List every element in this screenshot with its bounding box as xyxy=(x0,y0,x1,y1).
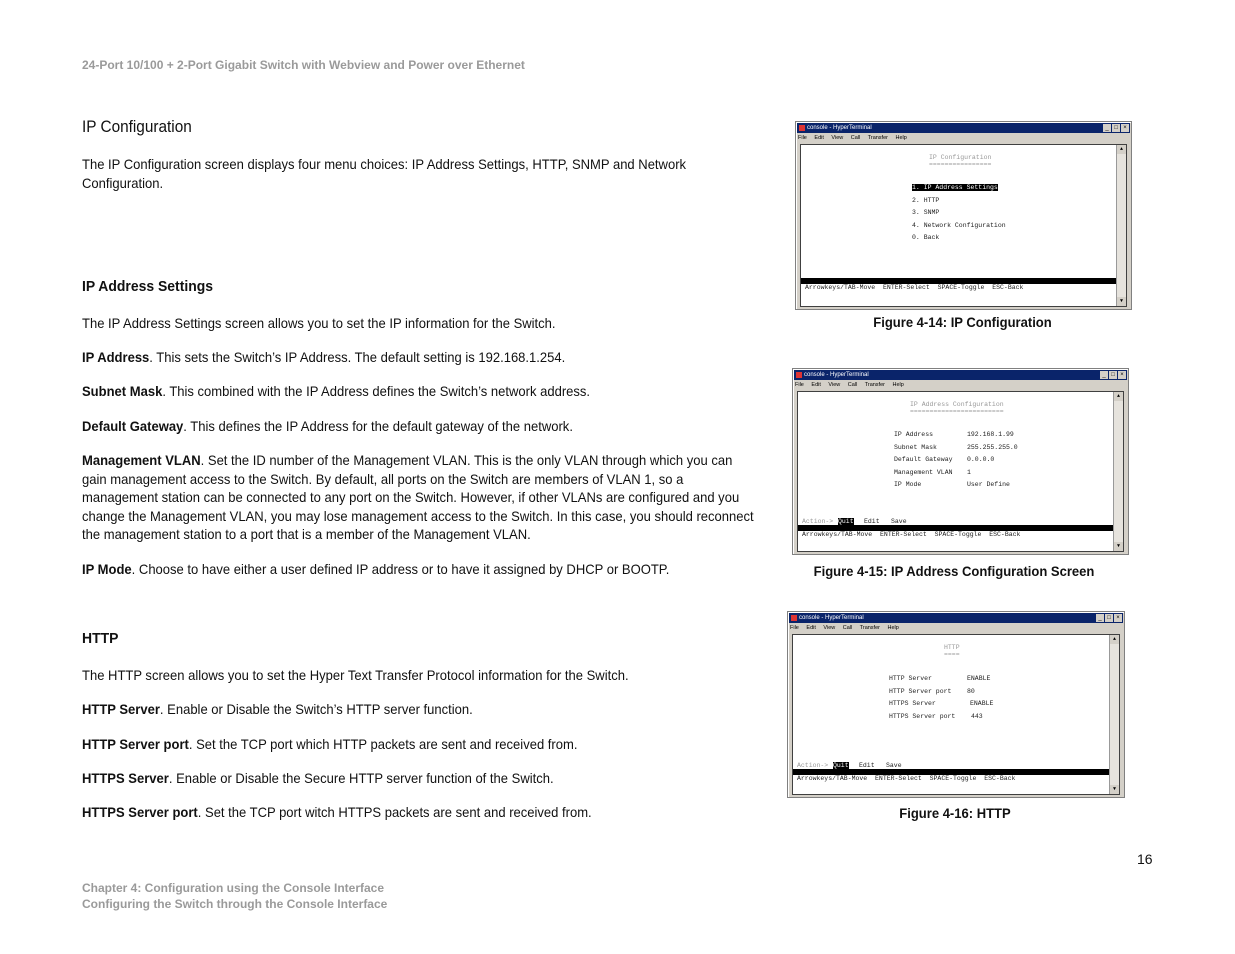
description: . Choose to have either a user defined IP address or to have it assigned by DHCP or BOOTP. xyxy=(131,561,670,577)
menu-item-back[interactable]: 0. Back xyxy=(912,234,940,241)
menu-file[interactable]: File xyxy=(798,135,807,141)
running-header: 24-Port 10/100 + 2-Port Gigabit Switch with Webview and Power over Ethernet xyxy=(82,58,525,72)
http-intro: The HTTP screen allows you to set the Hyper Text Transfer Protocol information for the Switch. xyxy=(82,667,629,683)
close-button[interactable]: × xyxy=(1121,124,1129,132)
terminal-screen xyxy=(792,634,1120,795)
field-value-https-server[interactable]: ENABLE xyxy=(970,700,994,707)
description: . This sets the Switch’s IP Address. The default setting is 192.168.1.254. xyxy=(149,349,566,365)
term: Management VLAN xyxy=(82,452,201,468)
maximize-button[interactable]: □ xyxy=(1105,614,1113,622)
window-title: console - HyperTerminal xyxy=(799,615,864,621)
figure-caption-4-16: Figure 4-16: HTTP xyxy=(899,805,1011,821)
field-label-http-server: HTTP Server xyxy=(889,675,932,682)
menu-edit[interactable]: Edit xyxy=(806,625,816,631)
field-value-https-server-port[interactable]: 443 xyxy=(971,713,983,720)
section-heading-ip-configuration: IP Configuration xyxy=(82,118,192,136)
action-edit[interactable]: Edit xyxy=(859,762,875,769)
screen-title-underline: ==== xyxy=(944,651,960,658)
status-line: Arrowkeys/TAB-Move ENTER-Select SPACE-Toggle ESC-Back xyxy=(802,531,1021,538)
action-quit[interactable]: Quit xyxy=(833,762,849,769)
description: . This defines the IP Address for the default gateway of the network. xyxy=(183,418,573,434)
footer-section: Configuring the Switch through the Console Interface xyxy=(82,897,388,911)
hyperterminal-icon xyxy=(791,615,797,621)
definition-ip-mode xyxy=(82,560,752,579)
window-titlebar xyxy=(789,613,1123,623)
screen-title: IP Address Configuration xyxy=(910,401,1004,408)
hyperterminal-icon xyxy=(796,372,802,378)
definition-https-server xyxy=(82,769,752,788)
minimize-button[interactable]: _ xyxy=(1103,124,1111,132)
figure-4-14-window xyxy=(795,121,1132,310)
vertical-scrollbar[interactable] xyxy=(1113,392,1123,551)
menu-view[interactable]: View xyxy=(831,135,844,141)
status-line: Arrowkeys/TAB-Move ENTER-Select SPACE-Toggle ESC-Back xyxy=(805,284,1024,291)
description: . Enable or Disable the Secure HTTP server function of the Switch. xyxy=(168,770,554,786)
window-title: console - HyperTerminal xyxy=(807,125,872,131)
field-value-ip-mode[interactable]: User Define xyxy=(967,481,1010,488)
screen-title-underline: ======================== xyxy=(910,408,1004,415)
menu-call[interactable]: Call xyxy=(847,382,858,388)
definition-ip-address xyxy=(82,348,752,367)
menu-bar xyxy=(790,624,905,633)
minimize-button[interactable]: _ xyxy=(1096,614,1104,622)
field-label-ip-address: IP Address xyxy=(894,431,934,438)
field-label-https-server-port: HTTPS Server port xyxy=(889,713,956,720)
menu-item-snmp[interactable]: 3. SNMP xyxy=(912,209,940,216)
maximize-button[interactable]: □ xyxy=(1112,124,1120,132)
field-value-management-vlan[interactable]: 1 xyxy=(967,469,971,476)
definition-http-server-port xyxy=(82,735,752,754)
menu-bar xyxy=(795,381,910,390)
minimize-button[interactable]: _ xyxy=(1100,371,1108,379)
field-value-http-server-port[interactable]: 80 xyxy=(967,688,975,695)
field-label-management-vlan: Management VLAN xyxy=(894,469,953,476)
figure-4-15-window xyxy=(792,368,1129,555)
menu-help[interactable]: Help xyxy=(895,135,907,141)
term: Subnet Mask xyxy=(82,383,163,399)
menu-call[interactable]: Call xyxy=(842,625,853,631)
scroll-up-icon[interactable]: ▲ xyxy=(1114,392,1123,401)
action-label: Action-> xyxy=(797,762,829,769)
menu-help[interactable]: Help xyxy=(887,625,899,631)
field-value-default-gateway[interactable]: 0.0.0.0 xyxy=(967,456,995,463)
definition-subnet-mask xyxy=(82,382,752,401)
menu-edit[interactable]: Edit xyxy=(811,382,821,388)
menu-item-ip-address-settings[interactable]: 1. IP Address Settings xyxy=(912,184,998,191)
figure-caption-4-15: Figure 4-15: IP Address Configuration Screen xyxy=(813,563,1095,579)
field-label-ip-mode: IP Mode xyxy=(894,481,922,488)
page-number: 16 xyxy=(1137,851,1153,867)
action-label: Action-> xyxy=(802,518,834,525)
vertical-scrollbar[interactable] xyxy=(1116,145,1126,306)
field-label-https-server: HTTPS Server xyxy=(889,700,936,707)
field-value-subnet-mask[interactable]: 255.255.255.0 xyxy=(967,444,1018,451)
menu-file[interactable]: File xyxy=(790,625,799,631)
term: IP Mode xyxy=(82,561,132,577)
status-line: Arrowkeys/TAB-Move ENTER-Select SPACE-Toggle ESC-Back xyxy=(797,775,1016,782)
scroll-down-icon[interactable]: ▼ xyxy=(1110,785,1119,794)
window-titlebar xyxy=(794,370,1127,380)
terminal-screen xyxy=(800,144,1127,307)
screen-title: HTTP xyxy=(944,644,960,651)
close-button[interactable]: × xyxy=(1114,614,1122,622)
menu-view[interactable]: View xyxy=(828,382,841,388)
term: IP Address xyxy=(82,349,150,365)
maximize-button[interactable]: □ xyxy=(1109,371,1117,379)
definition-default-gateway xyxy=(82,417,752,436)
menu-view[interactable]: View xyxy=(823,625,836,631)
term: HTTPS Server xyxy=(82,770,169,786)
section-heading-ip-address-settings: IP Address Settings xyxy=(82,278,214,295)
description: . Set the ID number of the Management VLAN. This is the only VLAN through which you can gain management access to the Switch. By default, all ports on the Switch are members of VLAN 1, so a management station can be connected to any port on the Switch. However, if other VLANs are configured and you change the Management VLAN, you may lose management access to the Switch. In this case, you should reconnect the management station to a port that is a member of the Management VLAN. xyxy=(82,452,754,542)
terminal-screen xyxy=(797,391,1124,552)
definition-https-server-port xyxy=(82,803,752,822)
scroll-down-icon[interactable]: ▼ xyxy=(1117,297,1126,306)
scroll-up-icon[interactable]: ▲ xyxy=(1117,145,1126,154)
description: . Set the TCP port which HTTP packets are sent and received from. xyxy=(188,736,578,752)
window-titlebar xyxy=(797,123,1130,133)
description: . Set the TCP port witch HTTPS packets are sent and received from. xyxy=(197,804,592,820)
menu-file[interactable]: File xyxy=(795,382,804,388)
menu-edit[interactable]: Edit xyxy=(814,135,824,141)
action-edit[interactable]: Edit xyxy=(864,518,880,525)
section-heading-http: HTTP xyxy=(82,630,119,647)
action-save[interactable]: Save xyxy=(891,518,907,525)
description: . Enable or Disable the Switch’s HTTP server function. xyxy=(159,701,473,717)
definition-management-vlan xyxy=(82,451,759,544)
screen-title: IP Configuration xyxy=(929,154,992,161)
field-label-default-gateway: Default Gateway xyxy=(894,456,953,463)
window-title: console - HyperTerminal xyxy=(804,372,869,378)
action-quit[interactable]: Quit xyxy=(838,518,854,525)
menu-transfer[interactable]: Transfer xyxy=(867,135,888,141)
field-value-ip-address[interactable]: 192.168.1.99 xyxy=(967,431,1014,438)
field-label-subnet-mask: Subnet Mask xyxy=(894,444,937,451)
close-button[interactable]: × xyxy=(1118,371,1126,379)
field-value-http-server[interactable]: ENABLE xyxy=(967,675,991,682)
footer-chapter: Chapter 4: Configuration using the Console Interface xyxy=(82,881,385,895)
figure-4-16-window xyxy=(787,611,1125,798)
menu-bar xyxy=(798,134,913,143)
definition-http-server xyxy=(82,700,752,719)
action-save[interactable]: Save xyxy=(886,762,902,769)
menu-call[interactable]: Call xyxy=(850,135,861,141)
term: Default Gateway xyxy=(82,418,184,434)
ip-address-settings-intro: The IP Address Settings screen allows you to set the IP information for the Switch. xyxy=(82,315,556,331)
term: HTTP Server xyxy=(82,701,160,717)
menu-transfer[interactable]: Transfer xyxy=(864,382,885,388)
figure-caption-4-14: Figure 4-14: IP Configuration xyxy=(873,314,1052,330)
vertical-scrollbar[interactable] xyxy=(1109,635,1119,794)
screen-title-underline: ================ xyxy=(929,161,992,168)
menu-item-http[interactable]: 2. HTTP xyxy=(912,197,940,204)
term: HTTP Server port xyxy=(82,736,189,752)
menu-item-network-configuration[interactable]: 4. Network Configuration xyxy=(912,222,1006,229)
scroll-up-icon[interactable]: ▲ xyxy=(1110,635,1119,644)
hyperterminal-icon xyxy=(799,125,805,131)
field-label-http-server-port: HTTP Server port xyxy=(889,688,952,695)
menu-transfer[interactable]: Transfer xyxy=(859,625,880,631)
description: . This combined with the IP Address defines the Switch’s network address. xyxy=(162,383,591,399)
menu-help[interactable]: Help xyxy=(892,382,904,388)
term: HTTPS Server port xyxy=(82,804,198,820)
ip-configuration-body: The IP Configuration screen displays four menu choices: IP Address Settings, HTTP, SNMP and Network Configuration. xyxy=(82,156,687,191)
scroll-down-icon[interactable]: ▼ xyxy=(1114,542,1123,551)
